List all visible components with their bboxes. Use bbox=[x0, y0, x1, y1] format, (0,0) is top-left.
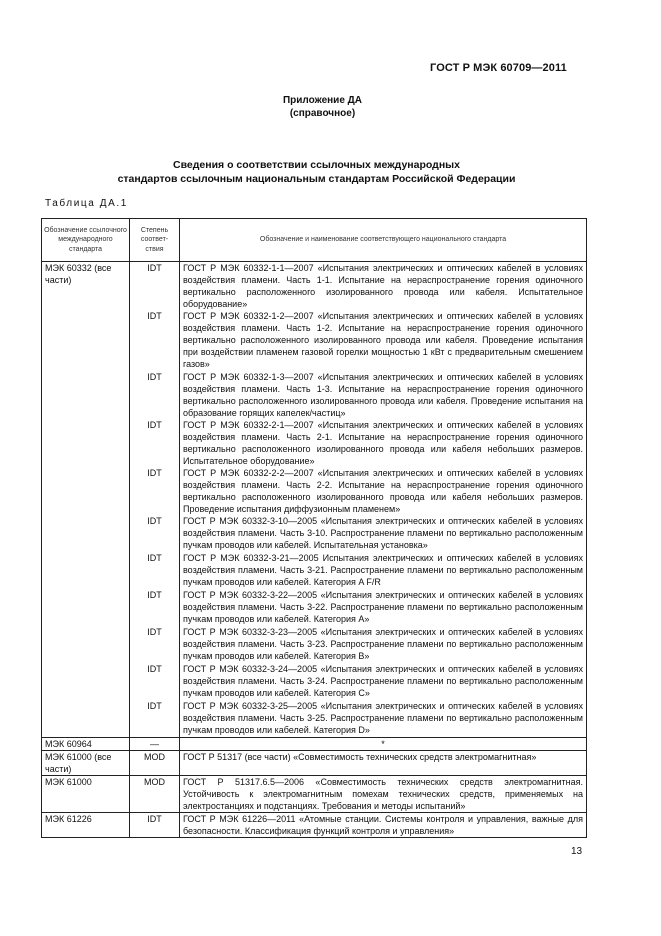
table-caption: Таблица ДА.1 bbox=[45, 198, 128, 209]
intl-standard-code: МЭК 61000 (все части) bbox=[42, 750, 130, 775]
table-header-row bbox=[42, 219, 587, 262]
degree-value: IDT bbox=[130, 812, 180, 837]
intl-standard-code bbox=[42, 626, 130, 663]
national-standard-description: ГОСТ Р МЭК 60332-1-1—2007 «Испытания электрических и оптических кабелей в условиях воздействия пламени. Часть 1-1. Испытание на нераспространение горения одиночного вертикально расположенного изолированного провода или кабеля. Испытательное оборудование» bbox=[180, 262, 587, 311]
table-row bbox=[42, 262, 587, 311]
intl-standard-code bbox=[42, 552, 130, 589]
table-row bbox=[42, 775, 587, 812]
national-standard-description: ГОСТ Р МЭК 61226—2011 «Атомные станции. Системы контроля и управления, важные для безопасности. Классификация функций контроля и управления» bbox=[180, 812, 587, 837]
intl-standard-code bbox=[42, 467, 130, 515]
national-standard-description: ГОСТ Р МЭК 60332-3-23—2005 «Испытания электрических и оптических кабелей в условиях воздействия пламени. Часть 3-23. Распространение пламени по вертикально расположенным пучкам проводов или кабелей. Категория B» bbox=[180, 626, 587, 663]
degree-value: — bbox=[130, 737, 180, 750]
appendix-title: Приложение ДА bbox=[282, 95, 363, 106]
intl-standard-code: МЭК 61000 bbox=[42, 775, 130, 812]
appendix-subtitle: (справочное) bbox=[289, 108, 356, 119]
national-standard-description: ГОСТ Р МЭК 60332-3-21—2005 Испытания электрических и оптических кабелей в условиях воздействия пламени. Часть 3-21. Распространение пламени по вертикально расположенным пучкам проводов или кабелей. Категория A F/R bbox=[180, 552, 587, 589]
table-row bbox=[42, 700, 587, 737]
national-standard-description: ГОСТ Р МЭК 60332-3-24—2005 «Испытания электрических и оптических кабелей в условиях воздействия пламени. Часть 3-24. Распространение пламени по вертикально расположенным пучкам проводов или кабелей. Категория C» bbox=[180, 663, 587, 700]
degree-value: IDT bbox=[130, 552, 180, 589]
table-row bbox=[42, 371, 587, 419]
intl-standard-code bbox=[42, 663, 130, 700]
national-standard-description: ГОСТ Р 51317 (все части) «Совместимость технических средств электромагнитная» bbox=[180, 750, 587, 775]
table-row bbox=[42, 750, 587, 775]
national-standard-description: * bbox=[180, 737, 587, 750]
national-standard-description: ГОСТ Р МЭК 60332-3-22—2005 «Испытания электрических и оптических кабелей в условиях воздействия пламени. Часть 3-22. Распространение пламени по вертикально расположенным пучкам проводов или кабелей. Категория A» bbox=[180, 589, 587, 626]
degree-value: MOD bbox=[130, 750, 180, 775]
intl-standard-code bbox=[42, 419, 130, 467]
national-standard-description: ГОСТ Р МЭК 60332-1-3—2007 «Испытания электрических и оптических кабелей в условиях воздействия пламени. Часть 1-3. Испытание на нераспространение горения одиночного вертикально расположенного изолированного провода или кабеля. Проведение испытания на образование горящих капелек/частиц» bbox=[180, 371, 587, 419]
intl-standard-code bbox=[42, 310, 130, 371]
degree-value: IDT bbox=[130, 626, 180, 663]
intl-standard-code bbox=[42, 515, 130, 552]
table-row bbox=[42, 812, 587, 837]
degree-value: IDT bbox=[130, 419, 180, 467]
standards-table bbox=[41, 218, 587, 838]
table-row bbox=[42, 663, 587, 700]
national-standard-description: ГОСТ Р МЭК 60332-1-2—2007 «Испытания электрических и оптических кабелей в условиях воздействия пламени. Часть 1-2. Испытание на нераспространение горения одиночного вертикально расположенного изолированного провода или кабеля. Проведение испытания при воздействии пламенем газовой горелки мощностью 1 кВт с предварительным смешением газов» bbox=[180, 310, 587, 371]
national-standard-description: ГОСТ Р МЭК 60332-3-10—2005 «Испытания электрических и оптических кабелей в условиях воздействия пламени. Часть 3-10. Распространение пламени по вертикально расположенным пучкам проводов или кабелей. Испытательная установка» bbox=[180, 515, 587, 552]
degree-value: IDT bbox=[130, 700, 180, 737]
intl-standard-code: МЭК 60964 bbox=[42, 737, 130, 750]
degree-value: MOD bbox=[130, 775, 180, 812]
table-row bbox=[42, 419, 587, 467]
header-degree: Степень соответ-ствия bbox=[130, 219, 180, 262]
degree-value: IDT bbox=[130, 310, 180, 371]
degree-value: IDT bbox=[130, 515, 180, 552]
intl-standard-code bbox=[42, 371, 130, 419]
intl-standard-code bbox=[42, 700, 130, 737]
table-row bbox=[42, 515, 587, 552]
header-intl-standard: Обозначение ссылочного международного стандарта bbox=[42, 219, 130, 262]
intl-standard-code: МЭК 61226 bbox=[42, 812, 130, 837]
document-header: ГОСТ Р МЭК 60709—2011 bbox=[430, 62, 567, 74]
degree-value: IDT bbox=[130, 589, 180, 626]
table-row bbox=[42, 737, 587, 750]
national-standard-description: ГОСТ Р МЭК 60332-2-1—2007 «Испытания электрических и оптических кабелей в условиях воздействия пламени. Часть 2-1. Испытание на нераспространение горения одиночного вертикально расположенного изолированного провода или кабеля небольших размеров. Испытательное оборудование» bbox=[180, 419, 587, 467]
degree-value: IDT bbox=[130, 467, 180, 515]
national-standard-description: ГОСТ Р 51317.6.5—2006 «Совместимость технических средств электромагнитная. Устойчивость к электромагнитным помехам технических средств, применяемых на электростанциях и подстанциях. Требования и методы испытаний» bbox=[180, 775, 587, 812]
intl-standard-code: МЭК 60332 (все части) bbox=[42, 262, 130, 311]
degree-value: IDT bbox=[130, 371, 180, 419]
national-standard-description: ГОСТ Р МЭК 60332-2-2—2007 «Испытания электрических и оптических кабелей в условиях воздействия пламени. Часть 2-2. Испытание на нераспространение горения одиночного вертикально расположенного изолированного провода или кабеля небольших размеров. Проведение испытания диффузионным пламенем» bbox=[180, 467, 587, 515]
national-standard-description: ГОСТ Р МЭК 60332-3-25—2005 «Испытания электрических и оптических кабелей в условиях воздействия пламени. Часть 3-25. Распространение пламени по вертикально расположенным пучкам проводов или кабелей. Категория D» bbox=[180, 700, 587, 737]
table-row bbox=[42, 310, 587, 371]
intl-standard-code bbox=[42, 589, 130, 626]
page-number: 13 bbox=[571, 846, 583, 857]
section-title-line-2: стандартов ссылочным национальным стандартам Российской Федерации bbox=[117, 173, 516, 185]
table-row bbox=[42, 626, 587, 663]
table-row bbox=[42, 552, 587, 589]
table-row bbox=[42, 589, 587, 626]
header-national-standard: Обозначение и наименование соответствующего национального стандарта bbox=[180, 219, 587, 262]
section-title-line-1: Сведения о соответствии ссылочных международных bbox=[173, 159, 460, 171]
degree-value: IDT bbox=[130, 262, 180, 311]
table-row bbox=[42, 467, 587, 515]
degree-value: IDT bbox=[130, 663, 180, 700]
